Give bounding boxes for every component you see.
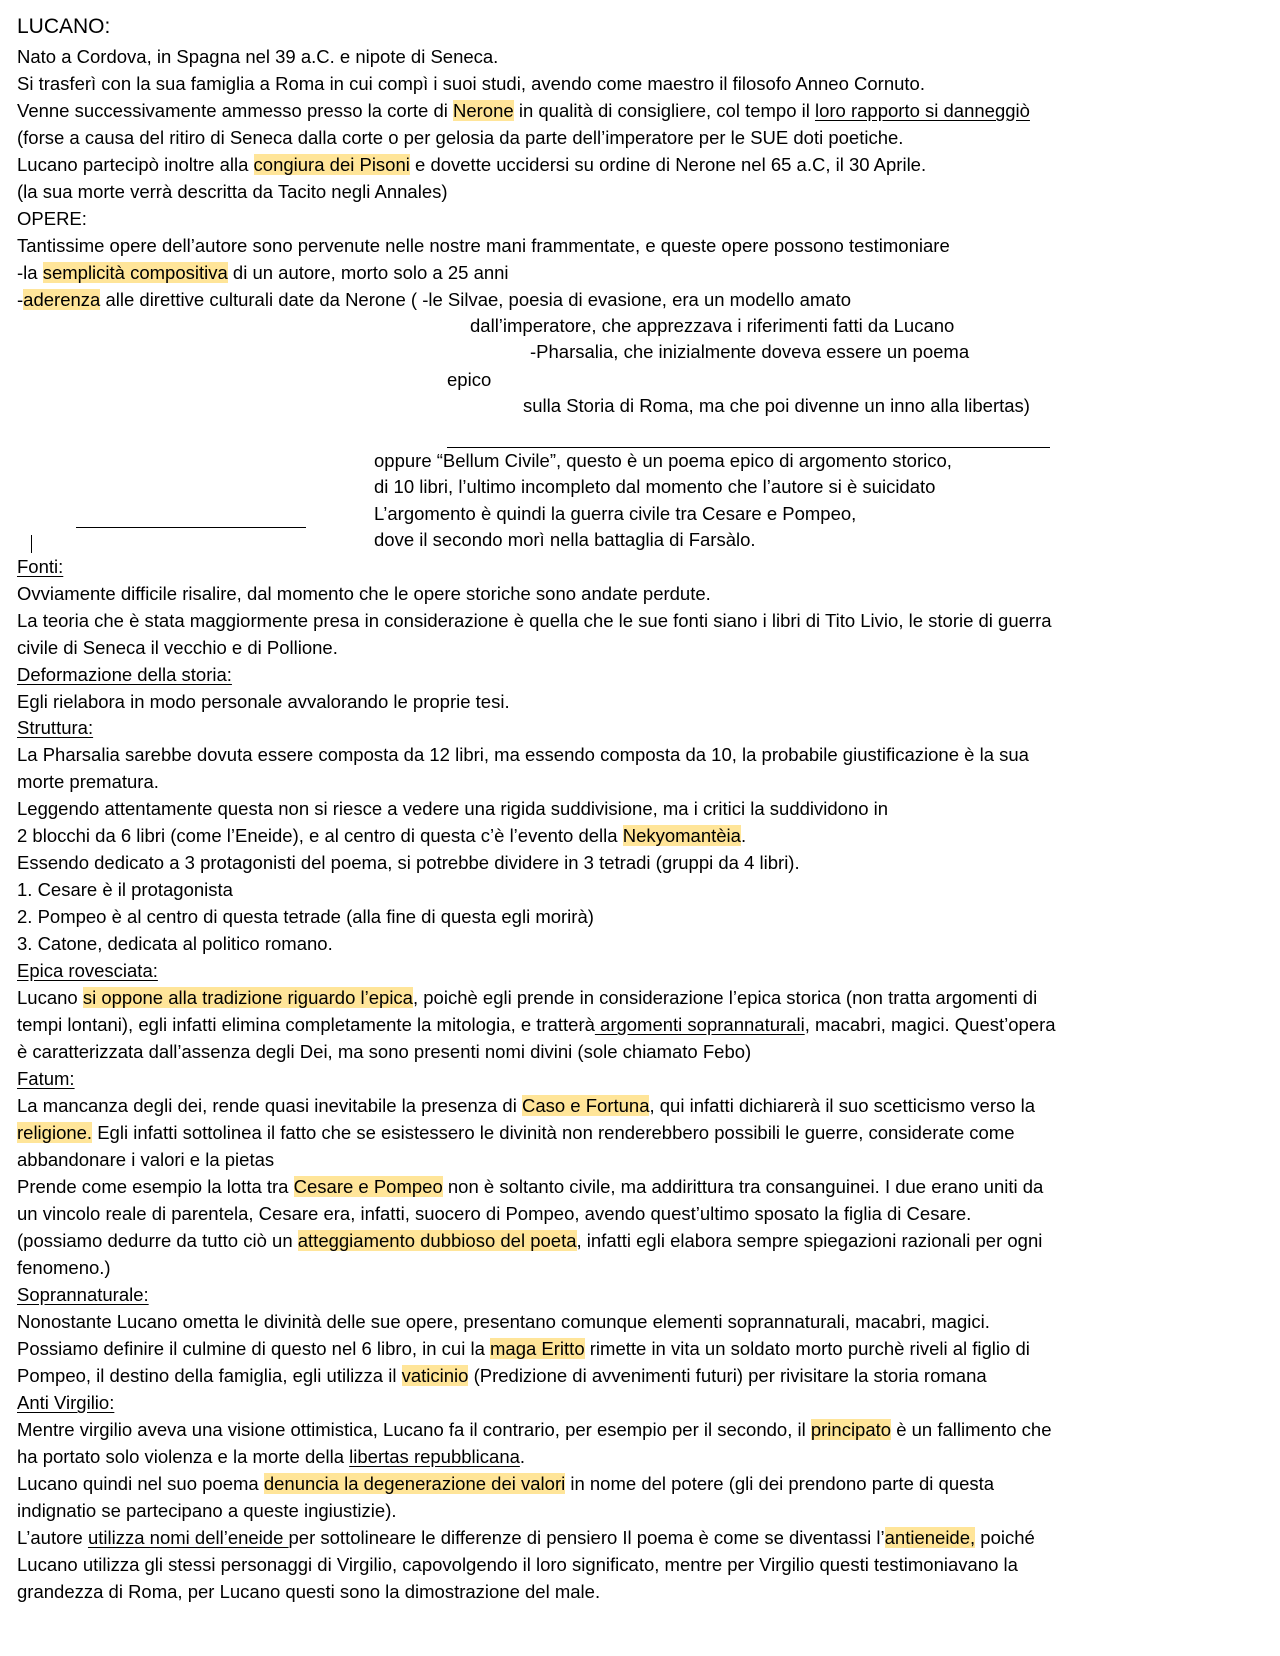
struttura-list-item: 3. Catone, dedicata al politico romano. xyxy=(17,933,333,954)
fatum-line: (possiamo dedurre da tutto ciò un atteggiamento dubbioso del poeta, infatti egli elabora sempre spiegazioni razionali per ogni xyxy=(17,1230,1043,1251)
deformazione-heading: Deformazione della storia: xyxy=(17,664,232,685)
underline-text: loro rapporto si danneggiò xyxy=(814,100,1030,121)
bio-line: (forse a causa del ritiro di Seneca dalla corte o per gelosia da parte dell’imperatore per le SUE doti poetiche. xyxy=(17,127,904,148)
fatum-line: abbandonare i valori e la pietas xyxy=(17,1149,275,1170)
anti-virgilio-line: ha portato solo violenza e la morte della libertas repubblicana. xyxy=(17,1446,526,1467)
page-title: LUCANO: xyxy=(17,15,111,38)
highlight-nekyomanteia: Nekyomantèia xyxy=(622,825,741,846)
struttura-line: 2 blocchi da 6 libri (come l’Eneide), e al centro di questa c’è l’evento della Nekyomantèia. xyxy=(17,825,747,846)
highlight-caso-fortuna: Caso e Fortuna xyxy=(521,1095,650,1116)
epica-line: Lucano si oppone alla tradizione riguardo l’epica, poichè egli prende in considerazione l’epica storica (non tratta argomenti di xyxy=(17,987,1038,1008)
anti-virgilio-line: L’autore utilizza nomi dell’eneide per sottolineare le differenze di pensiero Il poema è come se diventassi l’antieneide, poiché xyxy=(17,1527,1035,1548)
struttura-line: Leggendo attentamente questa non si riesce a vedere una rigida suddivisione, ma i critici la suddividono in xyxy=(17,798,889,819)
highlight-antieneide: antieneide, xyxy=(884,1527,976,1548)
opere-line: Tantissime opere dell’autore sono pervenute nelle nostre mani frammentate, e queste opere possono testimoniare xyxy=(17,235,950,256)
struttura-heading: Struttura: xyxy=(17,717,94,738)
highlight-vaticinio: vaticinio xyxy=(401,1365,469,1386)
highlight-cesare-pompeo: Cesare e Pompeo xyxy=(293,1176,443,1197)
deformazione-line: Egli rielabora in modo personale avvalorando le proprie tesi. xyxy=(17,691,510,712)
opere-line: di 10 libri, l’ultimo incompleto dal momento che l’autore si è suicidato xyxy=(374,476,936,497)
fatum-line: Prende come esempio la lotta tra Cesare e Pompeo non è soltanto civile, ma addirittura tra consanguinei. I due erano uniti da xyxy=(17,1176,1044,1197)
fonti-line: Ovviamente difficile risalire, dal momento che le opere storiche sono andate perdute. xyxy=(17,583,711,604)
underline-text: utilizza nomi dell’eneide xyxy=(87,1527,289,1548)
opere-line: L’argomento è quindi la guerra civile tra Cesare e Pompeo, xyxy=(374,503,857,524)
underline-text: libertas repubblicana xyxy=(349,1446,520,1467)
highlight-tradizione: si oppone alla tradizione riguardo l’epica xyxy=(82,987,413,1008)
opere-line: -la semplicità compositiva di un autore, morto solo a 25 anni xyxy=(17,262,509,283)
opere-line: dove il secondo morì nella battaglia di Farsàlo. xyxy=(374,529,756,550)
anti-virgilio-line: Lucano quindi nel suo poema denuncia la degenerazione dei valori in nome del potere (gli dei prendono parte di questa xyxy=(17,1473,995,1494)
highlight-nerone: Nerone xyxy=(453,100,514,121)
highlight-principato: principato xyxy=(810,1419,892,1440)
highlight-congiura: congiura dei Pisoni xyxy=(253,154,410,175)
bio-line: (la sua morte verrà descritta da Tacito negli Annales) xyxy=(17,181,448,202)
anti-virgilio-line: Lucano utilizza gli stessi personaggi di Virgilio, capovolgendo il loro significato, mentre per Virgilio questi testimoniavano la xyxy=(17,1554,1018,1575)
highlight-semplicita: semplicità compositiva xyxy=(42,262,228,283)
fonti-line: La teoria che è stata maggiormente presa in considerazione è quella che le sue fonti siano i libri di Tito Livio, le storie di guerra xyxy=(17,610,1052,631)
fatum-line: religione. Egli infatti sottolinea il fatto che se esistessero le divinità non renderebbero possibili le guerre, considerate come xyxy=(17,1122,1015,1143)
struttura-list-item: 2. Pompeo è al centro di questa tetrade (alla fine di questa egli morirà) xyxy=(17,906,594,927)
fatum-heading: Fatum: xyxy=(17,1068,75,1089)
bio-line: Si trasferì con la sua famiglia a Roma in cui compì i suoi studi, avendo come maestro il filosofo Anneo Cornuto. xyxy=(17,73,925,94)
fonti-heading: Fonti: xyxy=(17,556,64,577)
opere-line: -aderenza alle direttive culturali date da Nerone ( -le Silvae, poesia di evasione, era un modello amato xyxy=(17,289,852,310)
fatum-line: un vincolo reale di parentela, Cesare era, infatti, suocero di Pompeo, avendo quest’ultimo sposato la figlia di Cesare. xyxy=(17,1203,972,1224)
highlight-religione: religione. xyxy=(17,1122,93,1143)
anti-virgilio-line: Mentre virgilio aveva una visione ottimistica, Lucano fa il contrario, per esempio per il secondo, il principato è un fallimento che xyxy=(17,1419,1052,1440)
struttura-line: morte prematura. xyxy=(17,771,159,792)
bio-line: Venne successivamente ammesso presso la corte di Nerone in qualità di consigliere, col tempo il loro rapporto si danneggiò xyxy=(17,100,1030,121)
soprannaturale-line: Nonostante Lucano ometta le divinità delle sue opere, presentano comunque elementi soprannaturali, macabri, magici. xyxy=(17,1311,990,1332)
highlight-aderenza: aderenza xyxy=(23,289,101,310)
anti-virgilio-heading: Anti Virgilio: xyxy=(17,1392,115,1413)
anti-virgilio-line: indignatio se partecipano a queste ingiustizie). xyxy=(17,1500,397,1521)
bio-line: Lucano partecipò inoltre alla congiura dei Pisoni e dovette uccidersi su ordine di Nerone nel 65 a.C, il 30 Aprile. xyxy=(17,154,927,175)
struttura-line: Essendo dedicato a 3 protagonisti del poema, si potrebbe dividere in 3 tetradi (gruppi da 4 libri). xyxy=(17,852,800,873)
soprannaturale-line: Possiamo definire il culmine di questo nel 6 libro, in cui la maga Eritto rimette in vita un soldato morto purchè riveli al figlio di xyxy=(17,1338,1030,1359)
underline-text: argomenti soprannaturali xyxy=(594,1014,805,1035)
soprannaturale-heading: Soprannaturale: xyxy=(17,1284,149,1305)
opere-line: -Pharsalia, che inizialmente doveva essere un poema xyxy=(530,341,970,362)
opere-line: epico xyxy=(447,369,492,390)
struttura-list-item: 1. Cesare è il protagonista xyxy=(17,879,233,900)
horizontal-rule xyxy=(447,447,1050,448)
epica-heading: Epica rovesciata: xyxy=(17,960,158,981)
highlight-atteggiamento: atteggiamento dubbioso del poeta xyxy=(297,1230,577,1251)
anti-virgilio-line: grandezza di Roma, per Lucano questi sono la dimostrazione del male. xyxy=(17,1581,601,1602)
opere-heading: OPERE: xyxy=(17,208,87,229)
struttura-line: La Pharsalia sarebbe dovuta essere composta da 12 libri, ma essendo composta da 10, la probabile giustificazione è la sua xyxy=(17,744,1029,765)
fatum-line: fenomeno.) xyxy=(17,1257,111,1278)
vertical-mark xyxy=(31,535,32,553)
highlight-denuncia: denuncia la degenerazione dei valori xyxy=(263,1473,566,1494)
epica-line: è caratterizzata dall’assenza degli Dei, ma sono presenti nomi divini (sole chiamato Febo) xyxy=(17,1041,752,1062)
highlight-maga-eritto: maga Eritto xyxy=(490,1338,585,1359)
epica-line: tempi lontani), egli infatti elimina completamente la mitologia, e tratterà argomenti soprannaturali, macabri, magici. Quest’opera xyxy=(17,1014,1056,1035)
opere-line: sulla Storia di Roma, ma che poi divenne un inno alla libertas) xyxy=(523,395,1030,416)
horizontal-rule xyxy=(76,527,306,528)
fatum-line: La mancanza degli dei, rende quasi inevitabile la presenza di Caso e Fortuna, qui infatti dichiarerà il suo scetticismo verso la xyxy=(17,1095,1036,1116)
soprannaturale-line: Pompeo, il destino della famiglia, egli utilizza il vaticinio (Predizione di avvenimenti futuri) per rivisitare la storia romana xyxy=(17,1365,987,1386)
bio-line: Nato a Cordova, in Spagna nel 39 a.C. e nipote di Seneca. xyxy=(17,46,499,67)
opere-line: dall’imperatore, che apprezzava i riferimenti fatti da Lucano xyxy=(470,315,955,336)
fonti-line: civile di Seneca il vecchio e di Pollione. xyxy=(17,637,338,658)
opere-line: oppure “Bellum Civile”, questo è un poema epico di argomento storico, xyxy=(374,450,952,471)
